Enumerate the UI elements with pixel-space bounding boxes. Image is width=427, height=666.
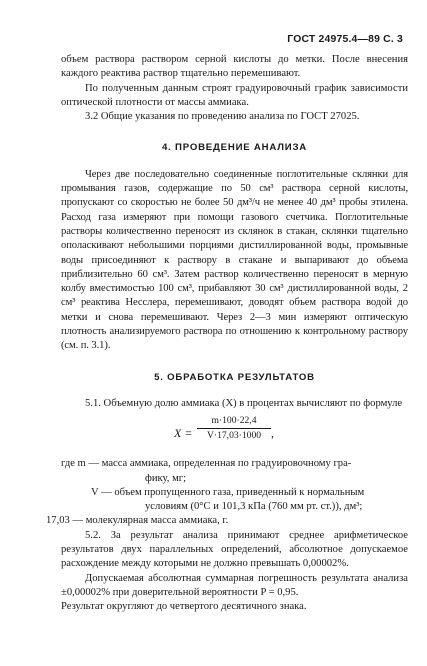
paragraph: объем раствора раствором серной кислоты до метки. После внесения каждого реактива раствор тщательно перемешивают. (61, 54, 408, 80)
document-body (46, 53, 408, 615)
definition-v: V — объем пропущенного газа, приведенный к нормальным (91, 486, 365, 498)
formula-fraction (197, 414, 271, 443)
formula-lhs: X = (174, 426, 193, 441)
definition-m-cont: фику, мг; (145, 472, 187, 484)
formula-numerator: m·100·22,4 (197, 414, 271, 429)
paragraph: По полученным данным строят градуировочный график зависимости оптической плотности от массы аммиака. (61, 82, 408, 108)
paragraph: 3.2 Общие указания по проведению анализа по ГОСТ 27025. (85, 111, 360, 123)
formula-trail: , (271, 426, 274, 441)
section-heading: 5. ОБРАБОТКА РЕЗУЛЬТАТОВ (154, 371, 315, 383)
page-header: ГОСТ 24975.4—89 С. 3 (287, 34, 403, 45)
paragraph: Допускаемая абсолютная суммарная погрешность результата анализа ±0,00002% при доверительной вероятности P = 0,95. (61, 572, 408, 598)
definition-v-cont: условиям (0°С и 101,3 кПа (760 мм рт. ст.)), дм³; (145, 501, 363, 513)
paragraph: Результат округляют до четвертого десятичного знака. (61, 601, 307, 613)
definition-molar: 17,03 — молекулярная масса аммиака, г. (46, 515, 229, 527)
paragraph: Через две последовательно соединенные поглотительные склянки для промывания газов, содержащие по 50 см³ раствора серной кислоты, пропускают со скоростью не более 50 дм³/ч не менее 40 дм³ пробы этилена. Расход газа измеряют при помощи газового счетчика. Поглотительные растворы количественно переносят из склянок в стакан, склянки тщательно ополаскивают небольшими порциями дистиллированной воды, промывные воды присоединяют к раствору в стакане и выпаривают до объема приблизительно 60 см³. Затем раствор количественно переносят в мерную колбу вместимостью 100 см³, прибавляют 30 см³ дистиллированной воды, 2 см³ реактива Несслера, перемешивают, доводят объем раствора водой до метки и снова перемешивают. Через 2—3 мин измеряют оптическую плотность анализируемого раствора по отношению к контрольному раствору (см. п. 3.1). (61, 168, 408, 352)
formula (61, 411, 408, 457)
paragraph: 5.1. Объемную долю аммиака (X) в процентах вычисляют по формуле (85, 397, 403, 409)
section-heading: 4. ПРОВЕДЕНИЕ АНАЛИЗА (161, 142, 307, 154)
definition-m: где m — масса аммиака, определенная по градуировочному гра- (61, 458, 352, 470)
paragraph: 5.2. За результат анализа принимают среднее арифметическое результатов двух параллельных определений, абсолютное допускаемое расхождение между которыми не должно превышать 0,00002%. (61, 529, 408, 570)
formula-denominator: V·17,03·1000 (206, 430, 262, 442)
